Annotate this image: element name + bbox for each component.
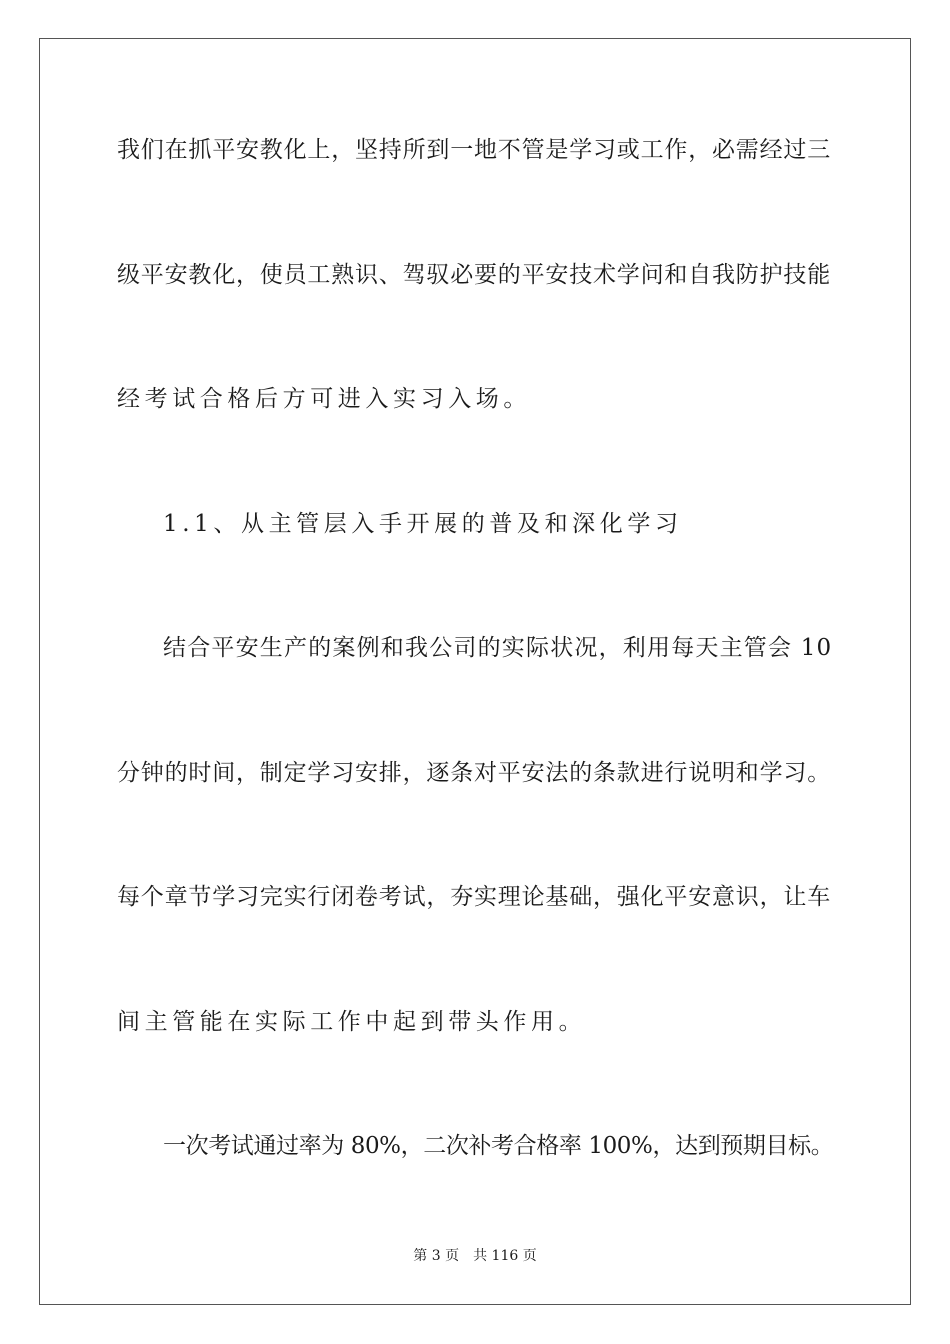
body-text-line-3: 经考试合格后方可进入实习入场。 xyxy=(117,386,531,412)
page-footer xyxy=(0,1247,950,1265)
section-heading: 1.1、从主管层入手开展的普及和深化学习 xyxy=(163,511,683,537)
body-text-line-1: 我们在抓平安教化上，坚持所到一地不管是学习或工作，必需经过三 xyxy=(117,137,831,163)
page-number: 第 3 页 xyxy=(413,1248,460,1264)
body-text-line-8: 间主管能在实际工作中起到带头作用。 xyxy=(117,1009,587,1035)
page-total: 共 116 页 xyxy=(473,1248,537,1264)
body-text-line-2: 级平安教化，使员工熟识、驾驭必要的平安技术学问和自我防护技能 xyxy=(117,262,831,288)
body-text-line-7: 每个章节学习完实行闭卷考试，夯实理论基础，强化平安意识，让车 xyxy=(117,884,831,910)
body-text-line-6: 分钟的时间，制定学习安排，逐条对平安法的条款进行说明和学习。 xyxy=(117,760,831,786)
body-text-line-9: 一次考试通过率为 80%，二次补考合格率 100%，达到预期目标。 xyxy=(163,1133,834,1159)
page-border xyxy=(39,38,911,1305)
body-text-line-5: 结合平安生产的案例和我公司的实际状况，利用每天主管会 10 xyxy=(163,635,833,661)
